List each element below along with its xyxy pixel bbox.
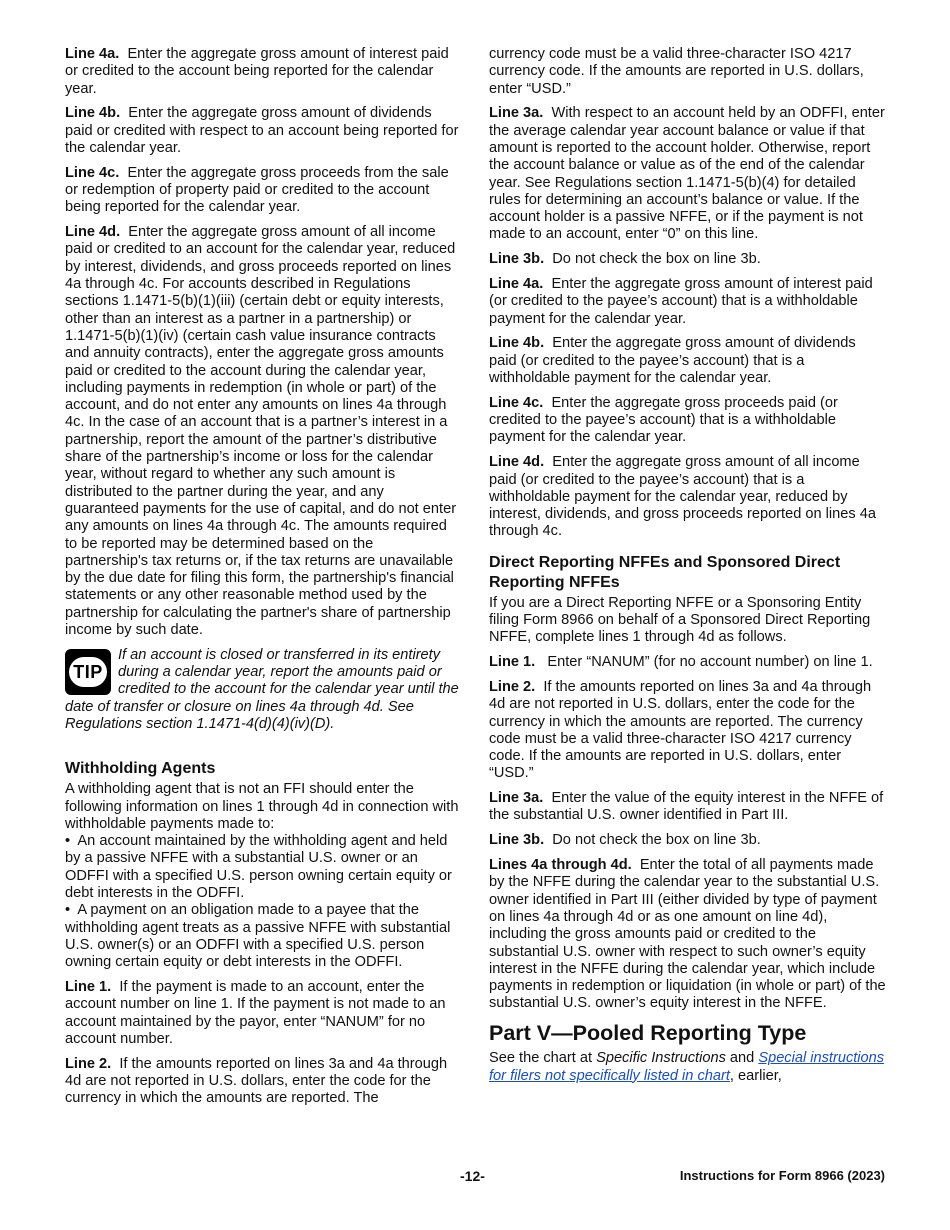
list-item — [65, 902, 460, 971]
left-column — [65, 46, 460, 1115]
wa-line-4b-paragraph — [489, 335, 887, 387]
dr-line-3a-label: Line 3a. — [489, 790, 544, 807]
wa-line-4d-paragraph — [489, 454, 887, 540]
direct-reporting-heading: Direct Reporting NFFEs and Sponsored Direct Reporting NFFEs — [489, 553, 841, 591]
dr-lines-4a-4d-label: Lines 4a through 4d. — [489, 857, 632, 874]
wa-line-4d-text: Enter the aggregate gross amount of all income paid (or credited to the payee’s account) that is a withholdable payment for the calendar year, reduced by interest, dividends, and gross proceeds reported on lines 4a through 4c. — [489, 454, 876, 540]
line-4d-label: Line 4d. — [65, 224, 121, 241]
wa-line-4a-text: Enter the aggregate gross amount of interest paid (or credited to the payee’s account) that is a withholdable payment for the calendar year. — [489, 276, 873, 327]
continued-text: currency code must be a valid three-character ISO 4217 currency code. If the amounts are reported in U.S. dollars, enter “USD.” — [489, 46, 864, 97]
part-v-heading: Part V—Pooled Reporting Type — [489, 1021, 807, 1046]
bullet-icon: • — [65, 833, 71, 850]
line-4a-paragraph — [65, 46, 460, 98]
right-column — [489, 46, 887, 1092]
line-3b-text: Do not check the box on line 3b. — [552, 251, 761, 268]
withholding-agents-heading: Withholding Agents — [65, 760, 216, 778]
line-4d-paragraph — [65, 224, 460, 639]
dr-line-1-paragraph — [489, 654, 887, 671]
tip-icon — [65, 649, 111, 695]
bullet-text: A payment on an obligation made to a payee that the withholding agent treats as a passive NFFE with substantial U.S. owner(s) or an ODFFI with a specified U.S. person owning certain equity or debt interests in the ODFFI. — [65, 902, 451, 971]
dr-lines-4a-4d-paragraph — [489, 857, 887, 1013]
dr-line-3a-text: Enter the value of the equity interest in the NFFE of the substantial U.S. owner identified in Part III. — [489, 790, 884, 824]
wa-line-2-label: Line 2. — [65, 1055, 112, 1072]
dr-line-3b-text: Do not check the box on line 3b. — [552, 832, 761, 849]
line-4c-paragraph — [65, 165, 460, 217]
bullet-icon: • — [65, 902, 71, 919]
wa-line-4a-paragraph — [489, 276, 887, 328]
line-3a-paragraph — [489, 105, 887, 243]
wa-line-4d-label: Line 4d. — [489, 454, 545, 471]
dr-lines-4a-4d-text: Enter the total of all payments made by the NFFE during the calendar year to the substantial U.S. owner identified in Part III (either divided by type of payment on lines 4a through 4d or as one amount on line 4d), including the gross amounts paid or credited to the substantial U.S. owner with respect to such owner’s equity interest in the NFFE during the calendar year, which include payments in redemption or liquidation (in whole or part) of the substantial U.S. owner’s equity interest in the NFFE. — [489, 857, 886, 1012]
direct-reporting-intro: If you are a Direct Reporting NFFE or a Sponsoring Entity filing Form 8966 on behalf of a Sponsored Direct Reporting NFFE, complete lines 1 through 4d as follows. — [489, 594, 871, 646]
line-4b-paragraph — [65, 105, 460, 157]
wa-line-1-text: If the payment is made to an account, enter the account number on line 1. If the payment is not made to an account maintained by the payor, enter “NANUM” for no account number. — [65, 979, 446, 1047]
dr-line-1-label: Line 1. — [489, 654, 536, 671]
dr-line-1-text: Enter “NANUM” (for no account number) on line 1. — [547, 654, 873, 671]
line-4d-text: Enter the aggregate gross amount of all income paid or credited to an account for the calendar year, reduced by interest, dividends, and gross proceeds reported on lines 4a through 4c. For accounts described in Regulations sections 1.1471-5(b)(1)(iii) (certain debt or equity interests, other than an interest as a partner in a partnership) or 1.1471-5(b)(1)(iv) (certain cash value insurance contracts and annuity contracts), enter the aggregate gross amounts paid or credited to the account during the calendar year, including payments in redemption (in whole or part) of the account, and do not enter any amounts on lines 4a through 4c. In the case of an account that is a partner’s interest in a partnership, report the amount of the partner’s distributive share of the partnership’s income or loss for the calendar year, without regard to whether any such amount is distributed to the partner during the year, and any guaranteed payments for the use of capital, and do not enter any amounts on lines 4a through 4c. The amounts required to be reported may be determined based on the partnership's tax returns or, if the tax returns are unavailable by the due date for filing this form, the partnership's financial statements or any other reasonable method used by the partnership for calculating the partner's share of partnership income by such date. — [65, 224, 457, 638]
part-v-intro — [489, 1050, 887, 1085]
line-4c-text: Enter the aggregate gross proceeds from the sale or redemption of property paid or credited to the account being reported for the calendar year. — [65, 164, 449, 216]
line-3a-label: Line 3a. — [489, 105, 544, 122]
dr-line-2-paragraph — [489, 679, 887, 783]
list-item — [65, 833, 460, 902]
wa-line-4b-label: Line 4b. — [489, 335, 545, 352]
part-v-mid: and — [725, 1050, 759, 1067]
line-4b-label: Line 4b. — [65, 105, 121, 122]
wa-line-4a-label: Line 4a. — [489, 276, 544, 293]
part-v-pre: See the chart at — [489, 1050, 597, 1067]
tip-text: If an account is closed or transferred in its entirety during a calendar year, report the amounts paid or credited to the account for the calendar year until the date of transfer or closure on lines 4a through 4d. See Regulations section 1.1471-4(d)(4)(iv)(D). — [65, 646, 459, 732]
dr-line-2-label: Line 2. — [489, 678, 536, 695]
line-3b-label: Line 3b. — [489, 251, 545, 268]
withholding-bullet-list — [65, 833, 460, 971]
page-number: -12- — [460, 1168, 485, 1184]
tip-box — [65, 647, 460, 733]
specific-instructions-ref: Specific Instructions — [596, 1050, 726, 1067]
wa-line-4c-paragraph — [489, 395, 887, 447]
wa-line-4c-label: Line 4c. — [489, 394, 544, 411]
dr-line-3b-label: Line 3b. — [489, 832, 545, 849]
dr-line-3a-paragraph — [489, 790, 887, 825]
withholding-intro: A withholding agent that is not an FFI should enter the following information on lines 1 through 4d in connection with withholdable payments made to: — [65, 781, 459, 832]
wa-line-4c-text: Enter the aggregate gross proceeds paid (or credited to the payee’s account) that is a withholdable payment for the calendar year. — [489, 394, 838, 446]
line-3a-text: With respect to an account held by an ODFFI, enter the average calendar year account balance or value if that amount is reported to the account holder. Otherwise, report the account balance or value as of the end of the calendar year. See Regulations section 1.1471-5(b)(4) for detailed rules for determining an account’s balance or value. If the account holder is a passive NFFE, or if the payment is not made to an account, enter “0” on this line. — [489, 105, 885, 243]
line-3b-paragraph — [489, 251, 887, 268]
line-4b-text: Enter the aggregate gross amount of dividends paid or credited with respect to an account being reported for the calendar year. — [65, 105, 459, 156]
wa-line-1-label: Line 1. — [65, 979, 112, 996]
dr-line-3b-paragraph — [489, 832, 887, 849]
special-instructions-link[interactable]: Special instructions for filers not specifically listed in chart — [489, 1050, 885, 1084]
tip-badge-label: TIP — [69, 657, 107, 687]
wa-line-2-text: If the amounts reported on lines 3a and 4a through 4d are not reported in U.S. dollars, enter the code for the currency in which the amounts are reported. The — [65, 1055, 448, 1107]
part-v-post: , earlier, — [729, 1067, 782, 1084]
line-4c-label: Line 4c. — [65, 164, 120, 181]
dr-line-2-text: If the amounts reported on lines 3a and 4a through 4d are not reported in U.S. dollars, enter the code for the currency in which the amounts are reported. The currency code must be a valid three-character ISO 4217 currency code. If the amounts are reported in U.S. dollars, enter “USD.” — [489, 678, 872, 782]
wa-line-2-paragraph — [65, 1056, 460, 1108]
line-4a-label: Line 4a. — [65, 46, 120, 62]
wa-line-4b-text: Enter the aggregate gross amount of dividends paid (or credited to the payee’s account) that is a withholdable payment for the calendar year. — [489, 335, 856, 387]
bullet-text: An account maintained by the withholding agent and held by a passive NFFE with a substantial U.S. owner or an ODFFI with a specified U.S. person owning certain equity or debt interests in the ODFFI. — [65, 833, 452, 902]
wa-line-1-paragraph — [65, 979, 460, 1048]
footer-form-title: Instructions for Form 8966 (2023) — [679, 1168, 885, 1183]
line-4a-text: Enter the aggregate gross amount of interest paid or credited to the account being reported for the calendar year. — [65, 46, 449, 97]
